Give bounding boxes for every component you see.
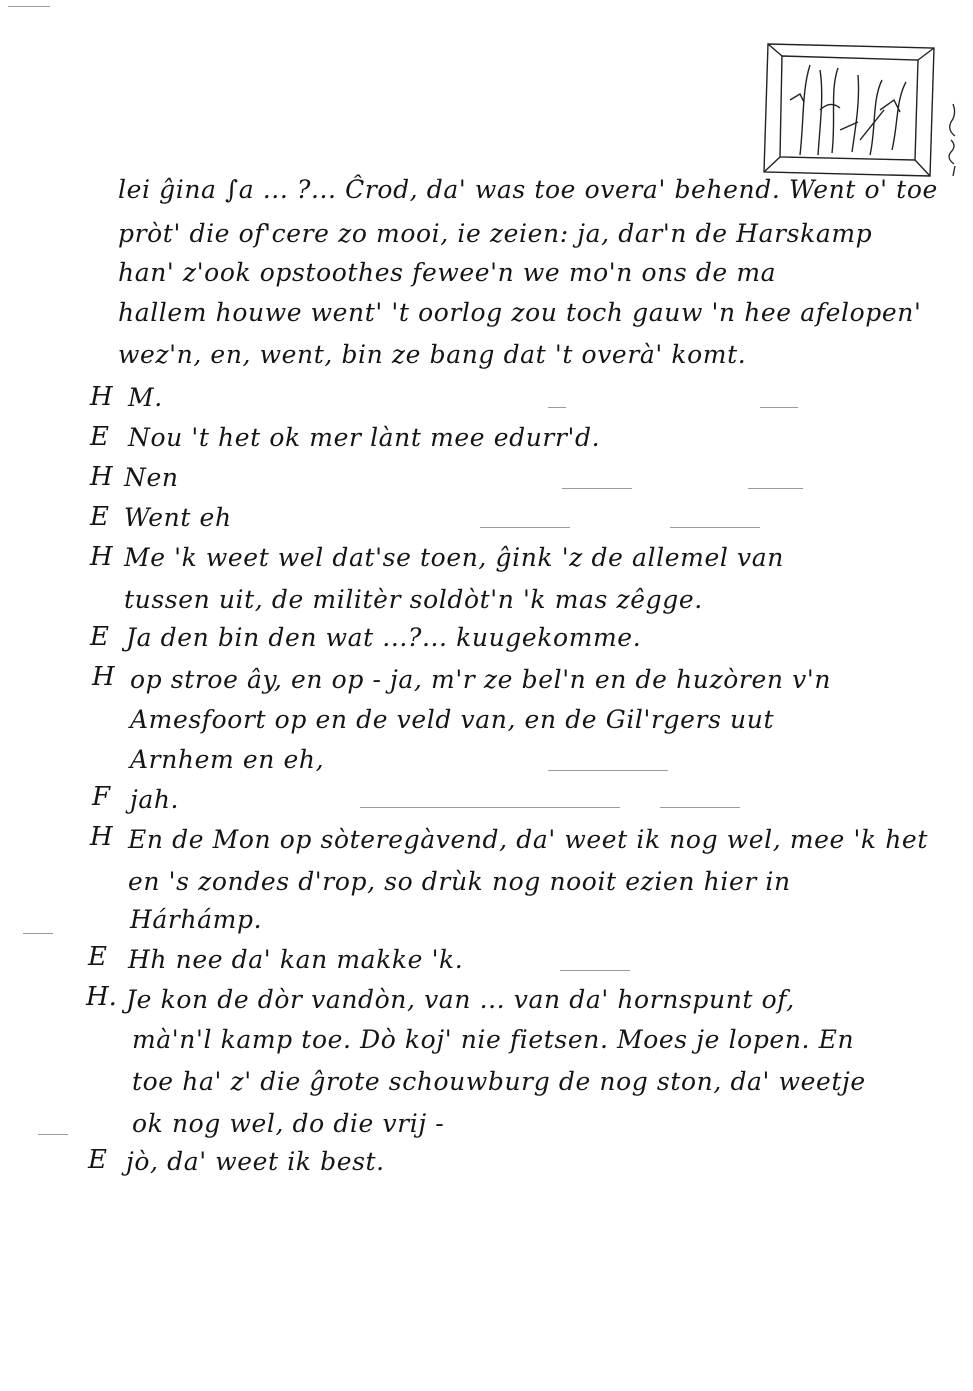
speaker-code: H [90, 542, 113, 572]
transcript-line: Ja den bin den wat ...?... kuugekomme. [126, 623, 642, 652]
scan-speck [548, 407, 566, 408]
transcript-line: Amesfoort op en de veld van, en de Gil'rgers uut [130, 705, 775, 734]
speaker-code: H [92, 662, 115, 692]
scan-speck [8, 6, 50, 7]
scan-speck [38, 1134, 68, 1135]
transcript-line: tussen uit, de militèr soldòt'n 'k mas zêgge. [124, 585, 703, 614]
margin-scribble [945, 100, 967, 180]
transcript-line: lei ĝina ∫a ... ?... Ĉrod, da' was toe overa' behend. Went o' toe [118, 175, 938, 204]
speaker-code: H [90, 382, 113, 412]
transcript-line: Went eh [124, 503, 232, 532]
transcript-line: Hárhámp. [130, 905, 263, 934]
speaker-code: E [90, 622, 109, 652]
transcript-line: jah. [130, 785, 180, 814]
transcript-line: hallem houwe went' 't oorlog zou toch gauw 'n hee afelopen' [118, 298, 922, 327]
speaker-code: F [92, 782, 111, 812]
transcript-line: Nen [124, 463, 179, 492]
scan-speck [23, 933, 53, 934]
transcript-line: han' z'ook opstoothes fewee'n we mo'n ons de ma [118, 258, 777, 287]
transcript-line: Arnhem en eh, [130, 745, 325, 774]
scan-speck [548, 770, 668, 771]
scan-speck [562, 488, 632, 489]
scan-speck [670, 527, 760, 528]
scan-speck [560, 970, 630, 971]
scan-speck [660, 807, 740, 808]
transcript-line: Nou 't het ok mer lànt mee edurr'd. [128, 423, 601, 452]
transcript-line: op stroe ây, en op - ja, m'r ze bel'n en de huzòren v'n [130, 665, 832, 694]
transcript-line: Me 'k weet wel dat'se toen, ĝink 'z de allemel van [124, 543, 784, 572]
speaker-code: H. [86, 982, 117, 1012]
scan-speck [760, 407, 798, 408]
scan-speck [480, 527, 570, 528]
speaker-code: H [90, 822, 113, 852]
transcript-line: en 's zondes d'rop, so drùk nog nooit ezien hier in [128, 867, 791, 896]
speaker-code: E [88, 942, 107, 972]
scan-speck [748, 488, 803, 489]
speaker-code: H [90, 462, 113, 492]
speaker-code: E [88, 1145, 107, 1175]
transcript-line: Je kon de dòr vandòn, van ... van da' hornspunt of, [126, 985, 795, 1014]
transcript-line: pròt' die of'cere zo mooi, ie zeien: ja, dar'n de Harskamp [118, 219, 873, 248]
transcript-line: Hh nee da' kan makke 'k. [128, 945, 464, 974]
transcript-line: ok nog wel, do die vrij - [132, 1109, 445, 1138]
speaker-code: E [90, 502, 109, 532]
transcript-line: toe ha' z' die ĝrote schouwburg de nog ston, da' weetje [132, 1067, 866, 1096]
transcript-line: jò, da' weet ik best. [126, 1147, 385, 1176]
transcript-line: wez'n, en, went, bin ze bang dat 't overà' komt. [118, 340, 747, 369]
framed-picture-sketch [760, 40, 938, 180]
transcript-line: M. [128, 383, 163, 412]
transcript-line: En de Mon op sòteregàvend, da' weet ik nog wel, mee 'k het [128, 825, 928, 854]
scan-speck [360, 807, 620, 808]
speaker-code: E [90, 422, 109, 452]
transcript-line: mà'n'l kamp toe. Dò koj' nie fietsen. Moes je lopen. En [132, 1025, 855, 1054]
